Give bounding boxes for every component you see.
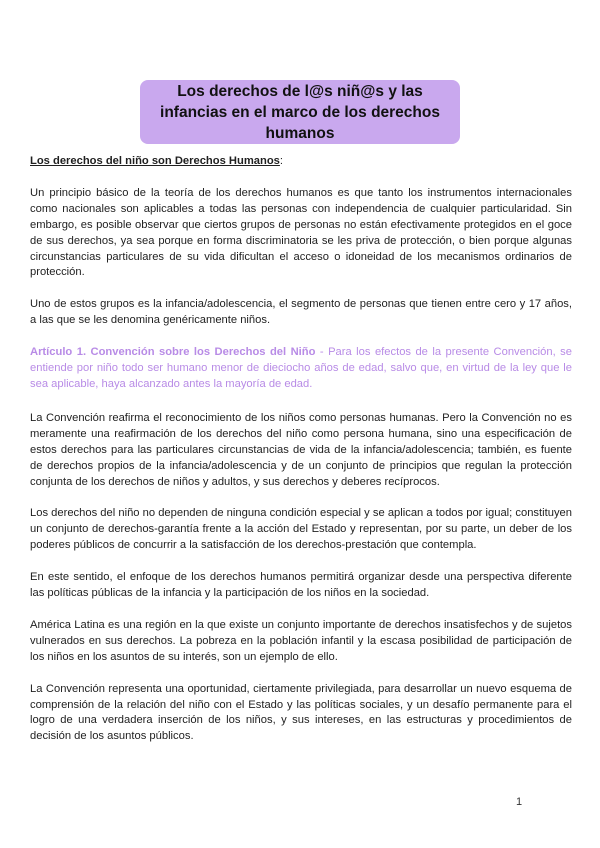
paragraph-convention-reaffirms: La Convención reafirma el reconocimiento de los niños como personas humanas. Pero la Convención no es meramente una reafirmación de los derechos del niño como persona humana, sino una especificación de estos derechos para las particulares circunstancias de vida de la infancia/adolescencia; también, es fuente de derechos propios de la infancia/adolescencia y de un conjunto de principios que regulan la protección conjunta de los derechos de niños y adultos, y sus derechos y deberes recíprocos. (30, 411, 572, 488)
article-text: - Para los efectos de la presente Convención, se entiende por niño todo ser humano menor de dieciocho años de edad, salvo que, en virtud de la ley que le sea aplicable, haya alcanzado antes la mayoría de edad. (30, 346, 572, 390)
paragraph-childhood-group: Uno de estos grupos es la infancia/adolescencia, el segmento de personas que tienen entre cero y 17 años, a las que se les denomina genéricamente niños. (30, 298, 572, 327)
article-quote (30, 345, 572, 393)
paragraph-rights-guarantee: Los derechos del niño no dependen de ninguna condición especial y se aplican a todos por igual; constituyen un conjunto de derechos-garantía frente a la acción del Estado y representan, por su parte, un deber de los poderes públicos de concurrir a la satisfacción de los derechos-prestación que contempla. (30, 507, 572, 552)
document-body (30, 154, 572, 761)
paragraph-human-rights-approach: En este sentido, el enfoque de los derechos humanos permitirá organizar desde una perspectiva diferente las políticas públicas de la infancia y la participación de los niños en la sociedad. (30, 571, 572, 600)
subheading-text: Los derechos del niño son Derechos Humanos (30, 155, 280, 167)
subheading-colon: : (279, 155, 284, 167)
article-title: Artículo 1. Convención sobre los Derechos del Niño (30, 346, 316, 359)
title-banner (140, 80, 460, 144)
section-subheading (30, 154, 572, 170)
paragraph-opportunity: La Convención representa una oportunidad, ciertamente privilegiada, para desarrollar un nuevo esquema de comprensión de la relación del niño con el Estado y las políticas sociales, y un desafío permanente para el logro de una verdadera inserción de los niños, y sus intereses, en las estructuras y procedimientos de decisión de los asuntos públicos. (30, 682, 572, 743)
page-number: 1 (516, 796, 523, 808)
page-title: Los derechos de l@s niñ@s y las infancias en el marco de los derechos humanos (160, 82, 440, 142)
paragraph-latin-america: América Latina es una región en la que existe un conjunto importante de derechos insatisfechos y de sujetos vulnerados en sus derechos. La pobreza en la población infantil y la escasa posibilidad de participación de los niños en los asuntos de su interés, son un ejemplo de ello. (30, 618, 572, 663)
paragraph-principle: Un principio básico de la teoría de los derechos humanos es que tanto los instrumentos internacionales como nacionales son aplicables a todas las personas con independencia de cualquier particularidad. Sin embargo, es posible observar que ciertos grupos de personas no están efectivamente protegidos en el goce de sus derechos, ya sea porque en forma discriminatoria se les priva de protección, o bien porque algunas circunstancias particulares de su vida dificultan el acceso o idoneidad de los mecanismos ordinarios de protección. (30, 186, 572, 279)
